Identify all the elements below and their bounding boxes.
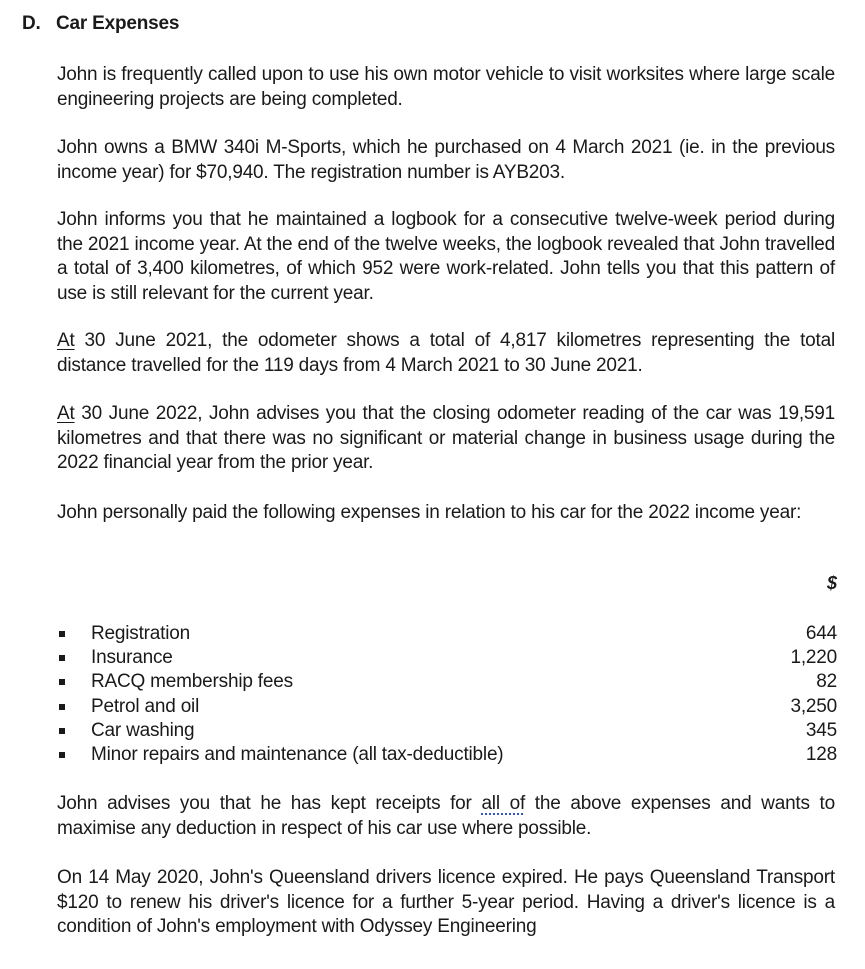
expense-row bbox=[57, 622, 837, 646]
paragraph-receipts-text-start: John advises you that he has kept receipts for bbox=[57, 793, 482, 814]
expense-label: Insurance bbox=[91, 647, 173, 669]
paragraph-receipts-text-end: the above expenses and wants to maximise any deduction in respect of his car use where possible. bbox=[57, 793, 836, 839]
paragraph-odometer-2022 bbox=[57, 402, 835, 476]
paragraph-logbook: John informs you that he maintained a logbook for a consecutive twelve-week period during the 2021 income year. At the end of the twelve weeks, the logbook revealed that John travelled a total of 3,400 kilometres, of which 952 were work-related. John tells you that this pattern of use is still relevant for the current year. bbox=[57, 209, 835, 304]
bullet-icon bbox=[59, 752, 65, 758]
paragraph-expenses-intro: John personally paid the following expenses in relation to his car for the 2022 income year: bbox=[57, 502, 802, 523]
bullet-icon bbox=[59, 631, 65, 637]
expense-label: Minor repairs and maintenance (all tax-deductible) bbox=[91, 743, 504, 765]
paragraph-drivers-licence: On 14 May 2020, John's Queensland drivers licence expired. He pays Queensland Transport $120 to renew his driver's licence for a further 5-year period. Having a driver's licence is a condition of John's employment with Odyssey Engineering bbox=[57, 867, 835, 937]
expense-row bbox=[57, 646, 837, 670]
section-title: Car Expenses bbox=[56, 13, 180, 34]
paragraph-odometer-2022-text: 30 June 2022, John advises you that the closing odometer reading of the car was 19,591 kilometres and that there was no significant or material change in business usage during the 2022 financial year from the prior year. bbox=[57, 403, 835, 473]
underlined-at: At bbox=[57, 330, 75, 351]
expense-label: Registration bbox=[91, 623, 190, 644]
dotted-underline-all-of: all of bbox=[481, 793, 526, 814]
currency-column-header: $ bbox=[826, 573, 837, 593]
expense-list bbox=[57, 622, 837, 767]
expense-amount: 3,250 bbox=[790, 695, 837, 717]
expense-row bbox=[57, 743, 837, 767]
expense-amount: 1,220 bbox=[790, 647, 837, 669]
expense-label: RACQ membership fees bbox=[91, 671, 293, 693]
paragraph-car-purchase: John owns a BMW 340i M-Sports, which he purchased on 4 March 2021 (ie. in the previous income year) for $70,940. The registration number is AYB203. bbox=[57, 137, 835, 183]
paragraph-odometer-2021-text: 30 June 2021, the odometer shows a total of 4,817 kilometres representing the total distance travelled for the 119 days from 4 March 2021 to 30 June 2021. bbox=[57, 330, 835, 376]
paragraph-vehicle-use: John is frequently called upon to use his own motor vehicle to visit worksites where large scale engineering projects are being completed. bbox=[57, 64, 835, 110]
section-letter: D. bbox=[22, 13, 41, 34]
expense-row bbox=[57, 670, 837, 694]
bullet-icon bbox=[59, 679, 65, 685]
paragraph-odometer-2021 bbox=[57, 329, 835, 378]
expense-amount: 345 bbox=[805, 719, 837, 741]
expense-amount: 82 bbox=[816, 671, 837, 693]
bullet-icon bbox=[59, 728, 65, 734]
bullet-icon bbox=[59, 704, 65, 710]
expense-amount: 644 bbox=[805, 623, 837, 644]
bullet-icon bbox=[59, 655, 65, 661]
section-heading bbox=[22, 13, 179, 35]
expense-label: Car washing bbox=[91, 719, 195, 741]
expense-row bbox=[57, 719, 837, 743]
paragraph-receipts bbox=[57, 792, 835, 841]
expense-label: Petrol and oil bbox=[91, 695, 200, 717]
underlined-at: At bbox=[57, 403, 75, 424]
expense-row bbox=[57, 695, 837, 719]
expense-amount: 128 bbox=[805, 743, 837, 765]
